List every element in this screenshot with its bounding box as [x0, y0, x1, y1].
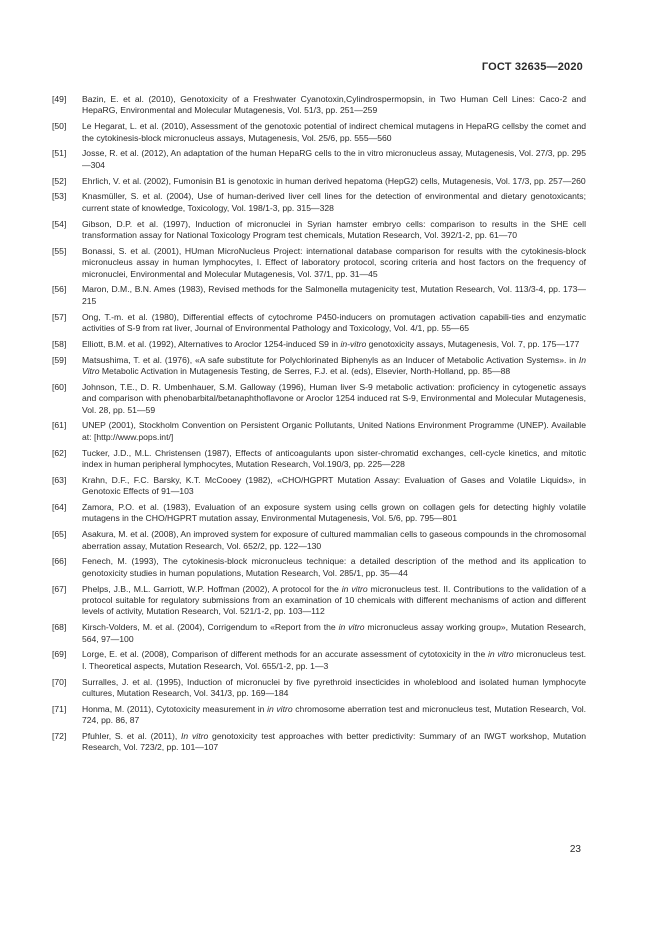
reference-number: [62] [52, 447, 67, 458]
reference-text-segment: UNEP (2001), Stockholm Convention on Persistent Organic Pollutants, United Nations Environment Programme (UNEP). Available at: [http://www.pops.int/] [82, 420, 586, 442]
reference-item [52, 420, 586, 443]
reference-text-segment: Metabolic Activation in Mutagenesis Testing, de Serres, F.J. et al. (eds), Elsevier, North-Holland, pp. 85—88 [99, 366, 511, 377]
reference-number: [53] [52, 191, 67, 202]
reference-number: [63] [52, 474, 67, 485]
reference-text-segment: Matsushima, T. et al. (1976), «A safe substitute for Polychlorinated Biphenyls as an Inducer of Metabolic Activation Systems». in [82, 354, 579, 365]
reference-italic-term: In Vitro [82, 354, 586, 377]
reference-number: [58] [52, 338, 67, 349]
reference-item [52, 121, 586, 144]
reference-item [52, 219, 586, 242]
reference-text-segment: Johnson, T.E., D. R. Umbenhauer, S.M. Galloway (1996), Human liver S-9 metabolic activation: proficiency in cytogenetic assays and comparison with phenobarbital/betanaphthoflavone or Aroclor 1254 induced rat S-9, Environmental and Molecular Mutagenesis, Vol. 28, pp. 51—59 [82, 381, 586, 415]
reference-number: [64] [52, 502, 67, 513]
reference-number: [56] [52, 284, 67, 295]
reference-item [52, 731, 586, 754]
reference-text [82, 246, 586, 280]
reference-item [52, 622, 586, 645]
reference-text-segment: Surralles, J. et al. (1995), Induction of micronuclei by five pyrethroid insecticides in wholeblood and isolated human lymphocyte cultures, Mutation Research, Vol. 341/3, pp. 169—184 [82, 676, 586, 699]
reference-text-segment: Lorge, E. et al. (2008), Comparison of different methods for an accurate assessment of cytotoxicity in the [82, 649, 488, 660]
reference-item [52, 94, 586, 117]
reference-item [52, 475, 586, 498]
reference-number: [49] [52, 94, 67, 104]
reference-number: [68] [52, 622, 67, 633]
reference-item [52, 677, 586, 700]
reference-italic-term: in vitro [488, 649, 514, 660]
reference-item [52, 704, 586, 727]
reference-text-segment: Pfuhler, S. et al. (2011), [82, 731, 182, 742]
reference-number: [72] [52, 731, 67, 742]
reference-number: [57] [52, 311, 67, 322]
reference-italic-term: in vitro [267, 703, 293, 714]
reference-italic-term: in vitro [338, 622, 365, 633]
reference-number: [67] [52, 583, 67, 594]
reference-text [82, 704, 586, 727]
reference-text [82, 312, 586, 335]
page-number: 23 [569, 844, 581, 855]
reference-text [82, 355, 586, 378]
reference-number: [65] [52, 529, 67, 540]
reference-number: [52] [52, 175, 67, 186]
reference-text-segment: Gibson, D.P. et al. (1997), Induction of micronuclei in Syrian hamster embryo cells: comparison to results in the SHE cell transformation assay for National Toxicology Program test chemicals, Mutation Research, Vol. 392/1-2, pp. 61—70 [82, 218, 586, 241]
reference-number: [59] [52, 354, 67, 365]
reference-text [82, 339, 586, 350]
reference-item [52, 382, 586, 416]
reference-item [52, 284, 586, 307]
reference-number: [54] [52, 218, 67, 229]
reference-text-segment: Le Hegarat, L. et al. (2010), Assessment of the genotoxic potential of indirect chemical mutagens in HepaRG cellsby the comet and the cytokinesis-block micronucleus assays, Mutagenesis, Vol. 25/6, pp. 555—560 [82, 121, 586, 143]
reference-text-segment: Phelps, J.B., M.L. Garriott, W.P. Hoffman (2002), A protocol for the [82, 583, 342, 594]
reference-item [52, 246, 586, 280]
reference-text-segment: Honma, M. (2011), Cytotoxicity measurement in [82, 703, 268, 714]
reference-number: [55] [52, 245, 67, 256]
reference-text [82, 731, 586, 754]
reference-item [52, 355, 586, 378]
reference-number: [60] [52, 381, 67, 392]
reference-text-segment: micronucleus test. II. Contributions to the validation of a protocol suitable for regulatory submissions from an examination of 10 chemicals with different mechanisms of action and different levels of activity, Mutation Research, Vol. 521/1-2, pp. 103—112 [82, 583, 586, 617]
reference-text-segment: micronucleus assay working group», Mutation Research, 564, 97—100 [82, 622, 587, 644]
reference-text [82, 284, 586, 307]
reference-item [52, 448, 586, 471]
reference-text-segment: genotoxicity test approaches with better predictivity: Summary of an IWGT workshop, Mutation Research, Vol. 723/2, pp. 101—107 [82, 731, 586, 753]
reference-number: [50] [52, 121, 67, 132]
reference-text-segment: Fenech, M. (1993), The cytokinesis-block micronucleus technique: a detailed description of the method and its application to genotoxicity studies in human populations, Mutation Research, Vol. 285/1, pp. 35—44 [82, 556, 586, 578]
reference-text [82, 584, 586, 618]
reference-number: [71] [52, 703, 67, 714]
reference-text-segment: Kirsch-Volders, M. et al. (2004), Corrigendum to «Report from the [82, 622, 339, 633]
reference-item [52, 339, 586, 350]
reference-text-segment: Bazin, E. et al. (2010), Genotoxicity of a Freshwater Cyanotoxin,Cylindrospermopsin, in Two Human Cell Lines: Caco-2 and HepaRG, Environmental and Molecular Mutagenesis, Vol. 51/3, pp. 251—259 [82, 94, 586, 116]
reference-text-segment: Maron, D.M., B.N. Ames (1983), Revised methods for the Salmonella mutagenicity test, Mutation Research, Vol. 113/3-4, pp. 173—215 [82, 284, 586, 306]
reference-text [82, 677, 586, 700]
reference-text [82, 219, 586, 242]
reference-text [82, 121, 586, 144]
reference-text [82, 556, 586, 579]
reference-text [82, 475, 586, 498]
reference-number: [61] [52, 420, 67, 431]
reference-item [52, 176, 586, 187]
reference-text-segment: Ong, T.-m. et al. (1980), Differential effects of cytochrome P450-inducers on promutagen activation capabili-ties and enzymatic activities of S-9 from rat liver, Journal of Environmental Pathology and Toxicology, Vol. 4/1, pp. 55—65 [82, 311, 586, 334]
reference-text-segment: genotoxicity assays, Mutagenesis, Vol. 7, pp. 175—177 [366, 338, 580, 349]
reference-text-segment: Ehrlich, V. et al. (2002), Fumonisin B1 is genotoxic in human derived hepatoma (HepG2) cells, Mutagenesis, Vol. 17/3, pp. 257—260 [82, 175, 586, 186]
reference-text-segment: chromosome aberration test and micronucleus test, Mutation Research, Vol. 724, pp. 86, 87 [82, 703, 587, 726]
reference-text [82, 502, 586, 525]
reference-text-segment: Asakura, M. et al. (2008), An improved system for exposure of cultured mammalian cells to gaseous compounds in the chromosomal aberration assay, Mutation Research, Vol. 652/2, pp. 122—130 [82, 529, 586, 551]
reference-italic-term: In vitro [181, 731, 209, 742]
reference-text-segment: Bonassi, S. et al. (2001), HUman MicroNucleus Project: international database comparison for results with the cytokinesis-block micronucleus assay in human lymphocytes, I. Effect of laboratory protocol, scoring criteria and host factors on the frequency of micronuclei, Environmental and Molecular Mutagenesis, Vol. 37/1, pp. 31—45 [82, 245, 586, 279]
reference-number: [66] [52, 556, 67, 567]
reference-italic-term: in vitro [341, 583, 368, 594]
reference-text [82, 529, 586, 552]
reference-number: [69] [52, 649, 67, 660]
reference-item [52, 529, 586, 552]
reference-text [82, 420, 586, 443]
reference-text [82, 94, 586, 117]
reference-text [82, 148, 586, 171]
reference-number: [70] [52, 676, 67, 687]
standard-header: ГОСТ 32635—2020 [481, 61, 583, 73]
reference-text-segment: Krahn, D.F., F.C. Barsky, K.T. McCooey (1982), «CHO/HGPRT Mutation Assay: Evaluation of Gases and Volatile Liquids», in Genotoxic Effects of 91—103 [82, 474, 586, 497]
reference-text [82, 448, 586, 471]
reference-item [52, 502, 586, 525]
reference-text [82, 649, 586, 672]
reference-item [52, 649, 586, 672]
reference-text-segment: Knasmüller, S. et al. (2004), Use of human-derived liver cell lines for the detection of environmental and dietary genotoxicants; current state of knowledge, Toxicology, Vol. 198/1-3, pp. 315—328 [82, 191, 586, 213]
reference-text [82, 191, 586, 214]
reference-text-segment: Josse, R. et al. (2012), An adaptation of the human HepaRG cells to the in vitro micronucleus assay, Mutagenesis, Vol. 27/3, pp. 295—304 [82, 148, 586, 170]
reference-text-segment: Zamora, P.O. et al. (1983), Evaluation of an exposure system using cells grown on collagen gels for detecting highly volatile mutagens in the CHO/HGPRT mutation assay, Environmental Mutagenesis, Vol. 5/6, pp. 795—801 [82, 502, 586, 524]
reference-item [52, 584, 586, 618]
reference-text [82, 622, 586, 645]
reference-text-segment: Tucker, J.D., M.L. Christensen (1987), Effects of anticoagulants upon sister-chromatid exchanges, cell-cycle kinetics, and mitotic index in human peripheral lymphocytes, Mutation Research, Vol.190/3, pp. 225—228 [82, 447, 586, 470]
reference-text-segment: Elliott, B.M. et al. (1992), Alternatives to Aroclor 1254-induced S9 in [82, 338, 341, 349]
reference-text-segment: micronucleus test. I. Theoretical aspects, Mutation Research, Vol. 655/1-2, pp. 1—3 [82, 649, 586, 671]
reference-item [52, 148, 586, 171]
reference-text [82, 176, 586, 187]
reference-italic-term: in-vitro [340, 338, 367, 349]
reference-number: [51] [52, 148, 67, 159]
reference-item [52, 191, 586, 214]
reference-item [52, 312, 586, 335]
reference-list [52, 94, 586, 758]
reference-item [52, 556, 586, 579]
reference-text [82, 382, 586, 416]
